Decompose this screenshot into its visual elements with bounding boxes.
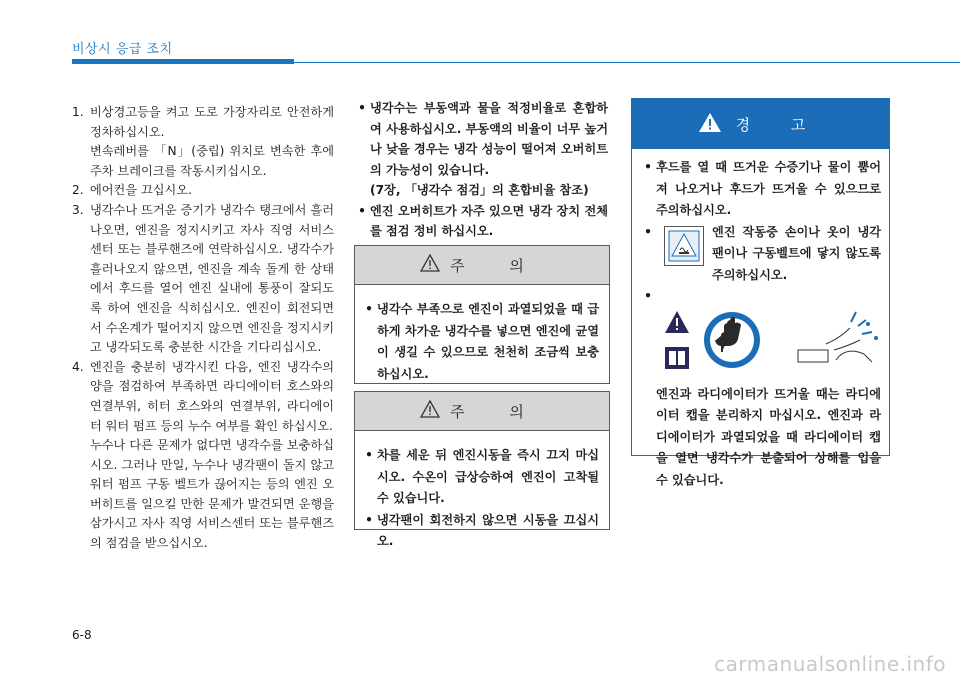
hand-splash-icon <box>796 310 886 378</box>
step-text: 에어컨을 끄십시오. <box>90 183 192 198</box>
caution-text: 차를 세운 뒤 엔진시동을 즉시 끄지 마십시오. 수온이 급상승하여 엔진이 고착될 수 있습니다. <box>377 448 599 505</box>
caution-text: 냉각팬이 회전하지 않으면 시동을 끄십시오. <box>377 512 599 548</box>
bullet-dot: • <box>365 302 373 316</box>
step-1 <box>72 103 334 181</box>
step-number: 2. <box>72 183 84 198</box>
warning-box <box>631 98 890 487</box>
warning-text: 엔진 작동중 손이나 옷이 냉각팬이나 구동벨트에 닿지 않도록 주의하십시오. <box>712 224 881 282</box>
step-3 <box>72 201 334 358</box>
warning-header <box>632 99 889 149</box>
hot-surface-icon <box>664 226 704 266</box>
step-text: 누수나 다른 문제가 없다면 냉각수를 보충하십시오. 그러나 만일, 누수나 냉각팬이 돌지 않고 워터 펌프 구동 벨트가 끊어지는 등의 엔진 오버히트를 일으킬 만한 문제가 발견되면 운행을 삼가시고 자사 직영 서비스센터 또는 블루핸즈의 점검을 받으십시오. <box>90 438 334 551</box>
caution-header <box>355 246 609 285</box>
warning-illustration <box>664 314 886 374</box>
note-item <box>354 201 608 242</box>
bullet-dot: • <box>644 160 652 174</box>
bullet-dot: • <box>644 224 652 239</box>
warning-item <box>656 384 881 492</box>
caution-title: 주 의 <box>450 256 544 275</box>
note-text: 엔진 오버히트가 자주 있으면 냉각 장치 전체를 점검 정비 하십시오. <box>370 203 608 238</box>
warning-triangle-icon <box>420 400 440 422</box>
note-text: 냉각수는 부동액과 물을 적정비율로 혼합하여 사용하십시오. 부동액의 비율이 너무 높거나 낮을 경우는 냉각 성능이 떨어져 오버히트의 가능성이 있습니다. <box>370 101 608 177</box>
caution-box <box>354 245 610 384</box>
watermark: carmanualsonline.info <box>714 652 946 676</box>
step-number: 4. <box>72 359 84 374</box>
header-rule-thick <box>72 59 294 64</box>
note-item <box>354 98 608 201</box>
step-text: 냉각수나 뜨거운 증기가 냉각수 탱크에서 흘러 나오면, 엔진을 정지시키고 자사 직영 서비스센터 또는 블루핸즈에 연락하십시오. 냉각수가 흘러나오지 않으면, 엔진을 계속 돌게 한 상태에서 후드를 열어 엔진 실내에 통풍이 잘되도록 하여 엔진을 식히십시오. 엔진이 회전되면서 수온계가 떨어지지 않으면 엔진을 정지시키고 냉각되도록 충분한 시간을 기다리십시오. <box>90 202 334 355</box>
caution-item <box>361 299 599 385</box>
warning-title: 경 고 <box>735 115 824 134</box>
warning-item <box>640 222 881 287</box>
header-rule-thin <box>294 62 960 63</box>
caution-box <box>354 391 610 548</box>
bullet-dot: • <box>644 289 652 303</box>
manual-book-icon <box>664 346 690 378</box>
page-number: 6-8 <box>72 628 92 642</box>
no-hand-icon <box>702 310 762 378</box>
step-text: 엔진을 충분히 냉각시킨 다음, 엔진 냉각수의 양을 점검하여 부족하면 라디에이터 호스와의 연결부위, 히터 호스와의 연결부위, 라디에이터 워터 펌프 등의 누수 여부를 확인 하십시오. <box>90 359 334 433</box>
caution-item <box>361 445 599 510</box>
section-title: 비상시 응급 조치 <box>72 42 173 57</box>
warning-triangle-icon <box>698 112 722 137</box>
warning-text: 후드를 열 때 뜨거운 수증기나 물이 뿜어져 나오거나 후드가 뜨거울 수 있으므로 주의하십시오. <box>656 160 881 217</box>
warning-text: 엔진과 라디에이터가 뜨거울 때는 라디에이터 캡을 분리하지 마십시오. 엔진과 라디에이터가 과열되었을 때 라디에이터 캡을 열면 냉각수가 분출되어 상해를 입을 수 있습니다. <box>656 386 881 487</box>
caution-item <box>361 510 599 553</box>
warning-triangle-icon <box>420 254 440 276</box>
step-2 <box>72 181 334 201</box>
notes-list <box>354 98 608 242</box>
step-text: 비상경고등을 켜고 도로 가장자리로 안전하게 정차하십시오. <box>90 105 334 139</box>
note-text: (7장, 「냉각수 점검」의 혼합비율 참조) <box>370 183 589 197</box>
caution-title: 주 의 <box>450 402 544 421</box>
bullet-dot: • <box>358 203 366 218</box>
bullet-dot: • <box>365 448 373 462</box>
step-number: 1. <box>72 105 84 119</box>
bullet-dot: • <box>365 512 373 527</box>
caution-text: 냉각수 부족으로 엔진이 과열되었을 때 급하게 차가운 냉각수를 넣으면 엔진에 균열이 생길 수 있으므로 천천히 조금씩 보충하십시오. <box>377 302 599 381</box>
warning-item <box>640 157 881 222</box>
step-text: 변속레버를 「N」(중립) 위치로 변속한 후에 주차 브레이크를 작동시키십시오. <box>90 144 334 178</box>
warning-triangle-icon <box>664 310 690 342</box>
warning-item <box>640 286 881 308</box>
caution-header <box>355 392 609 431</box>
step-4 <box>72 358 334 554</box>
step-number: 3. <box>72 202 84 217</box>
steps-list <box>72 103 334 554</box>
bullet-dot: • <box>358 101 366 115</box>
